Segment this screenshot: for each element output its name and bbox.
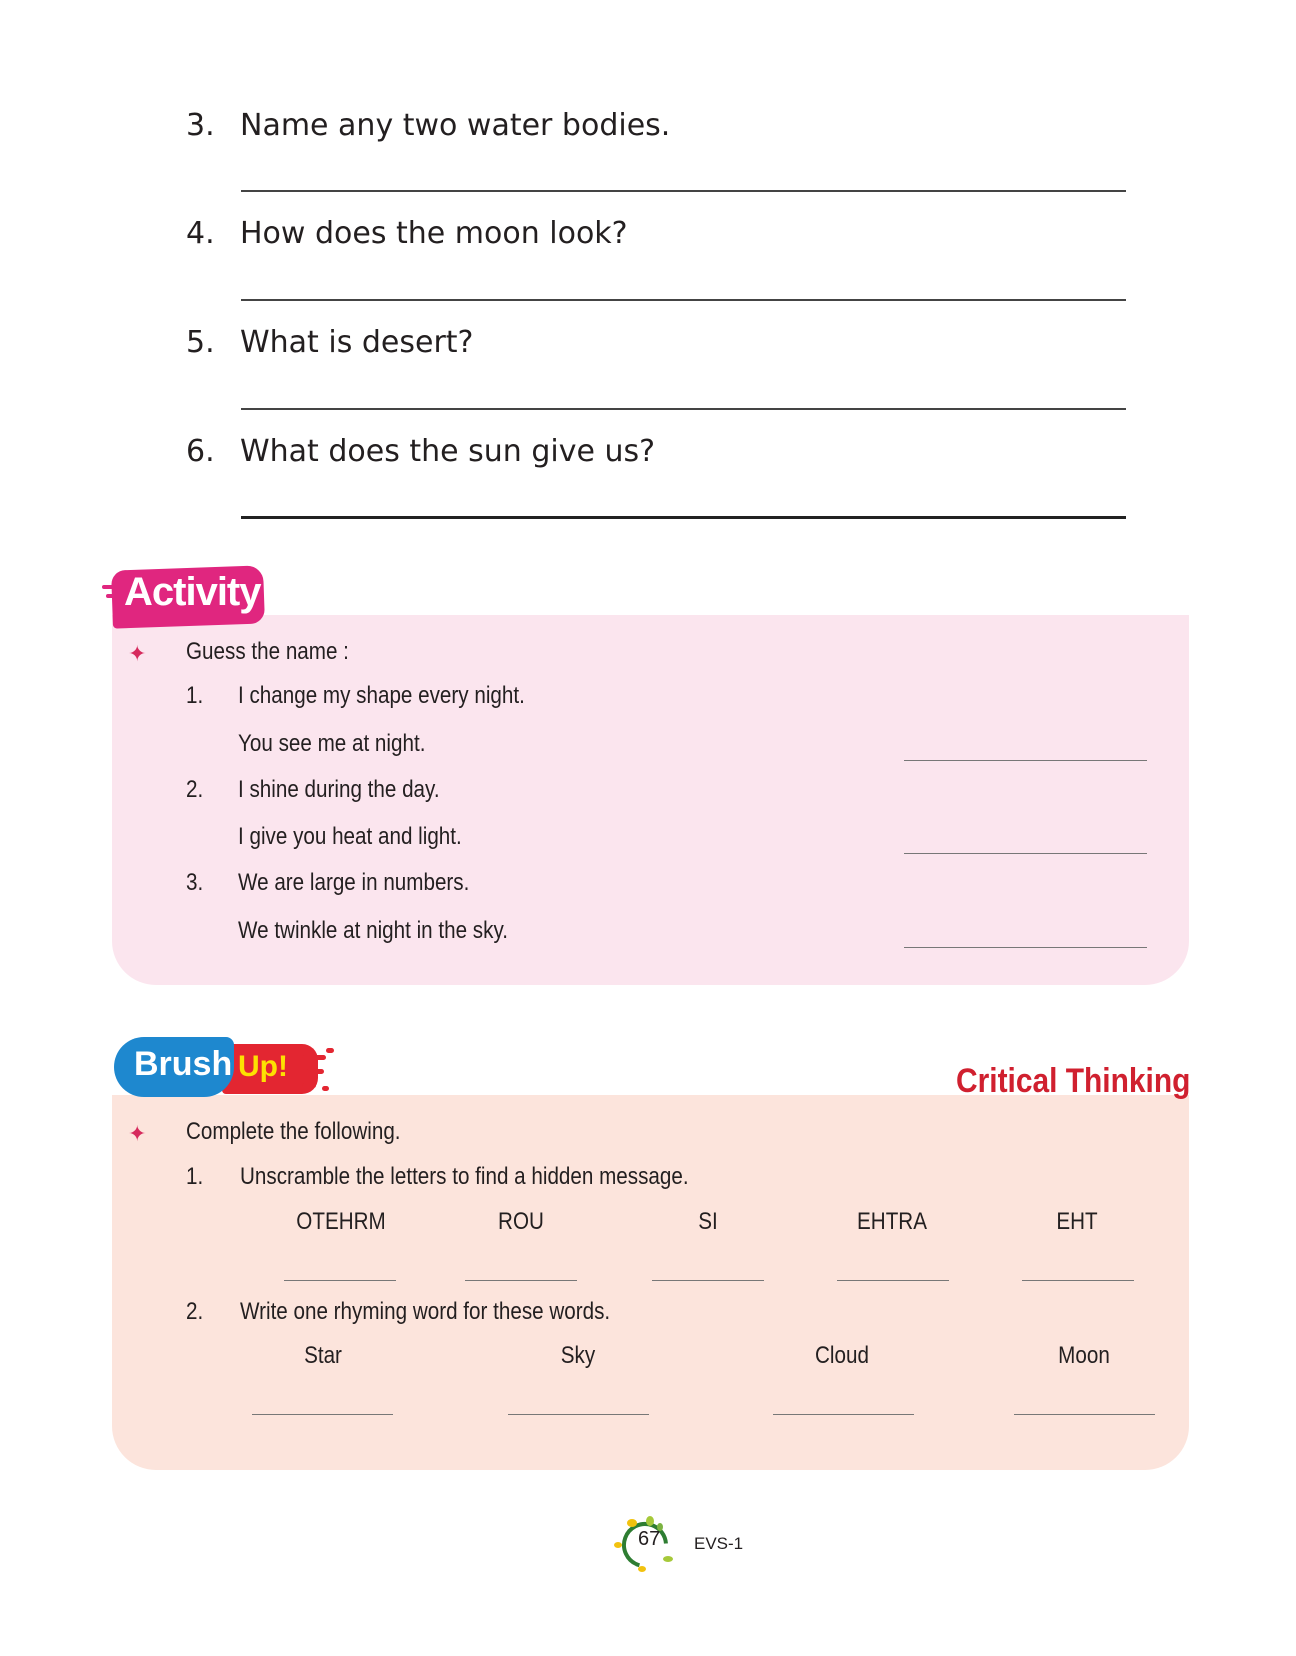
scrambled-word: EHTRA bbox=[857, 1208, 927, 1235]
activity-instruction: Guess the name : bbox=[186, 638, 349, 665]
activity-item-line: I shine during the day. bbox=[238, 776, 440, 803]
star-bullet-icon: ✦ bbox=[128, 642, 147, 667]
brush-dash-decoration bbox=[322, 1086, 329, 1091]
question-text: How does the moon look? bbox=[240, 216, 628, 251]
answer-line[interactable] bbox=[904, 853, 1147, 854]
scrambled-word: OTEHRM bbox=[296, 1208, 386, 1235]
answer-line[interactable] bbox=[652, 1280, 764, 1281]
brush-up-q-number: 1. bbox=[186, 1163, 204, 1190]
answer-line[interactable] bbox=[904, 947, 1147, 948]
activity-item-line: We are large in numbers. bbox=[238, 869, 470, 896]
question-text: What is desert? bbox=[240, 325, 474, 360]
brush-up-q-number: 2. bbox=[186, 1298, 204, 1325]
activity-tag-label: Activity bbox=[124, 570, 261, 614]
rhyme-word: Cloud bbox=[815, 1342, 869, 1369]
answer-line[interactable] bbox=[1014, 1414, 1155, 1415]
answer-line[interactable] bbox=[284, 1280, 396, 1281]
question-number: 4. bbox=[186, 216, 215, 251]
scrambled-word: EHT bbox=[1056, 1208, 1098, 1235]
activity-item-line: I give you heat and light. bbox=[238, 823, 462, 850]
brush-dash-decoration bbox=[302, 1055, 326, 1060]
answer-line[interactable] bbox=[904, 760, 1147, 761]
answer-line[interactable] bbox=[241, 408, 1126, 410]
answer-line[interactable] bbox=[241, 299, 1126, 301]
activity-item-number: 3. bbox=[186, 869, 204, 896]
answer-line[interactable] bbox=[773, 1414, 914, 1415]
scrambled-word: ROU bbox=[498, 1208, 544, 1235]
brush-up-instruction: Complete the following. bbox=[186, 1118, 401, 1145]
answer-line[interactable] bbox=[241, 190, 1126, 192]
page-number: 67 bbox=[638, 1528, 661, 1550]
activity-item-line: We twinkle at night in the sky. bbox=[238, 917, 508, 944]
activity-item-line: I change my shape every night. bbox=[238, 682, 525, 709]
book-label: EVS-1 bbox=[694, 1534, 744, 1553]
activity-item-number: 2. bbox=[186, 776, 204, 803]
brush-dash-decoration bbox=[302, 1083, 316, 1088]
brush-dash-decoration bbox=[326, 1048, 334, 1053]
answer-line[interactable] bbox=[1022, 1280, 1134, 1281]
brush-up-q-text: Write one rhyming word for these words. bbox=[240, 1298, 611, 1325]
activity-item-number: 1. bbox=[186, 682, 204, 709]
question-text: Name any two water bodies. bbox=[240, 108, 671, 143]
answer-line[interactable] bbox=[465, 1280, 577, 1281]
brush-dash-decoration bbox=[306, 1069, 324, 1074]
brush-up-tag-label: Brush bbox=[134, 1045, 233, 1083]
question-number: 6. bbox=[186, 434, 215, 469]
answer-line[interactable] bbox=[241, 516, 1126, 519]
activity-item-line: You see me at night. bbox=[238, 730, 426, 757]
answer-line[interactable] bbox=[252, 1414, 393, 1415]
question-number: 5. bbox=[186, 325, 215, 360]
star-bullet-icon: ✦ bbox=[128, 1122, 147, 1147]
critical-thinking-label: Critical Thinking bbox=[956, 1062, 1191, 1100]
rhyme-word: Moon bbox=[1058, 1342, 1110, 1369]
question-number: 3. bbox=[186, 108, 215, 143]
brush-up-tag-label-up: Up! bbox=[238, 1050, 288, 1083]
rhyme-word: Star bbox=[304, 1342, 342, 1369]
question-text: What does the sun give us? bbox=[240, 434, 656, 469]
brush-up-q-text: Unscramble the letters to find a hidden message. bbox=[240, 1163, 689, 1190]
answer-line[interactable] bbox=[837, 1280, 949, 1281]
scrambled-word: SI bbox=[698, 1208, 718, 1235]
rhyme-word: Sky bbox=[560, 1342, 596, 1369]
answer-line[interactable] bbox=[508, 1414, 649, 1415]
